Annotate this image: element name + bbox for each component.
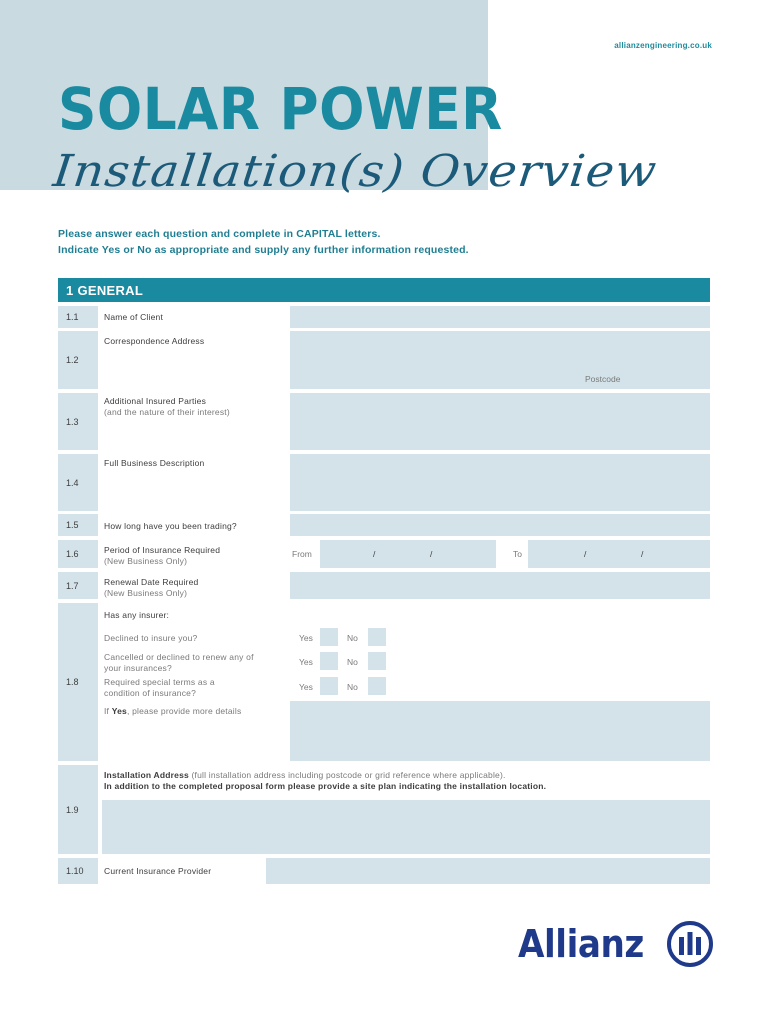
row-number: 1.6	[58, 540, 98, 568]
no-label: No	[347, 633, 358, 643]
correspondence-address-field[interactable]	[290, 331, 710, 389]
cancelled-no-checkbox[interactable]	[368, 652, 386, 670]
row-1-2	[58, 331, 710, 389]
section-header-general: 1 GENERAL	[58, 278, 710, 302]
question-cancelled-line-2: your insurances?	[104, 663, 172, 673]
trading-duration-field[interactable]	[290, 514, 710, 536]
question-special-terms-line-1: Required special terms as a	[104, 677, 215, 687]
details-prompt	[104, 706, 241, 717]
field-label-note: (New Business Only)	[104, 588, 188, 598]
row-1-9	[58, 765, 710, 854]
client-name-field[interactable]	[290, 306, 710, 328]
field-label-instruction: In addition to the completed proposal form please provide a site plan indicating the installation location.	[104, 781, 547, 791]
field-label	[104, 770, 546, 792]
insurer-details-field[interactable]	[290, 701, 710, 761]
yes-label: Yes	[299, 682, 313, 692]
field-label	[104, 577, 198, 599]
row-number: 1.9	[58, 765, 98, 854]
row-1-5	[58, 514, 710, 536]
date-separator: /	[373, 549, 376, 559]
field-label-main: Renewal Date Required	[104, 577, 199, 587]
field-label	[104, 545, 220, 567]
instruction-line-2: Indicate Yes or No as appropriate and supply any further information requested.	[58, 244, 469, 256]
row-number: 1.2	[58, 331, 98, 389]
date-separator: /	[584, 549, 587, 559]
question-special-terms	[104, 677, 215, 699]
row-1-3	[58, 393, 710, 450]
row-number: 1.4	[58, 454, 98, 511]
field-label: Has any insurer:	[104, 610, 170, 620]
details-prompt-rest: , please provide more details	[126, 706, 242, 716]
row-1-10	[58, 858, 710, 884]
field-label: How long have you been trading?	[104, 521, 237, 531]
question-cancelled-line-1: Cancelled or declined to renew any of	[104, 652, 254, 662]
renewal-date-field[interactable]	[290, 572, 710, 599]
row-1-8	[58, 603, 710, 761]
instruction-line-1: Please answer each question and complete in CAPITAL letters.	[58, 228, 381, 240]
question-cancelled	[104, 652, 254, 674]
row-number: 1.10	[58, 858, 98, 884]
instructions	[58, 226, 469, 258]
field-label-main: Additional Insured Parties	[104, 396, 207, 406]
row-number: 1.8	[58, 603, 98, 761]
logo-wordmark: Allianz	[518, 922, 644, 966]
row-1-7	[58, 572, 710, 599]
field-label: Name of Client	[104, 312, 164, 322]
period-from-date-field[interactable]	[320, 540, 496, 568]
field-label-note: (New Business Only)	[104, 556, 188, 566]
no-label: No	[347, 682, 358, 692]
field-label-note: (full installation address including postcode or grid reference where applicable).	[188, 770, 506, 780]
date-separator: /	[641, 549, 644, 559]
field-label	[104, 396, 230, 418]
row-number: 1.3	[58, 393, 98, 450]
no-label: No	[347, 657, 358, 667]
field-label-main: Period of Insurance Required	[104, 545, 221, 555]
cancelled-yes-checkbox[interactable]	[320, 652, 338, 670]
question-special-terms-line-2: condition of insurance?	[104, 688, 197, 698]
additional-parties-field[interactable]	[290, 393, 710, 450]
special-terms-no-checkbox[interactable]	[368, 677, 386, 695]
row-1-4	[58, 454, 710, 511]
details-prompt-prefix: If	[104, 706, 110, 716]
details-prompt-yes: Yes	[111, 706, 127, 716]
website-url[interactable]: allianzengineering.co.uk	[614, 41, 712, 50]
page-title: SOLAR POWER	[58, 75, 503, 143]
installation-address-field[interactable]	[102, 800, 710, 854]
field-label: Current Insurance Provider	[104, 866, 212, 876]
field-label-note: (and the nature of their interest)	[104, 407, 230, 417]
from-label: From	[292, 549, 312, 559]
special-terms-yes-checkbox[interactable]	[320, 677, 338, 695]
row-number: 1.1	[58, 306, 98, 328]
question-declined: Declined to insure you?	[104, 633, 198, 643]
allianz-logo	[518, 920, 714, 968]
date-separator: /	[430, 549, 433, 559]
declined-yes-checkbox[interactable]	[320, 628, 338, 646]
field-label: Full Business Description	[104, 458, 205, 468]
current-insurer-field[interactable]	[266, 858, 710, 884]
page-subtitle: Installation(s) Overview	[50, 146, 660, 197]
allianz-eagle-icon	[666, 920, 714, 968]
yes-label: Yes	[299, 633, 313, 643]
field-label-main: Installation Address	[104, 770, 189, 780]
to-label: To	[513, 549, 522, 559]
period-to-date-field[interactable]	[528, 540, 710, 568]
row-number: 1.7	[58, 572, 98, 599]
declined-no-checkbox[interactable]	[368, 628, 386, 646]
yes-label: Yes	[299, 657, 313, 667]
field-label: Correspondence Address	[104, 336, 205, 346]
row-1-1	[58, 306, 710, 328]
row-number: 1.5	[58, 514, 98, 536]
postcode-label: Postcode	[585, 374, 621, 384]
business-description-field[interactable]	[290, 454, 710, 511]
row-1-6	[58, 540, 710, 568]
